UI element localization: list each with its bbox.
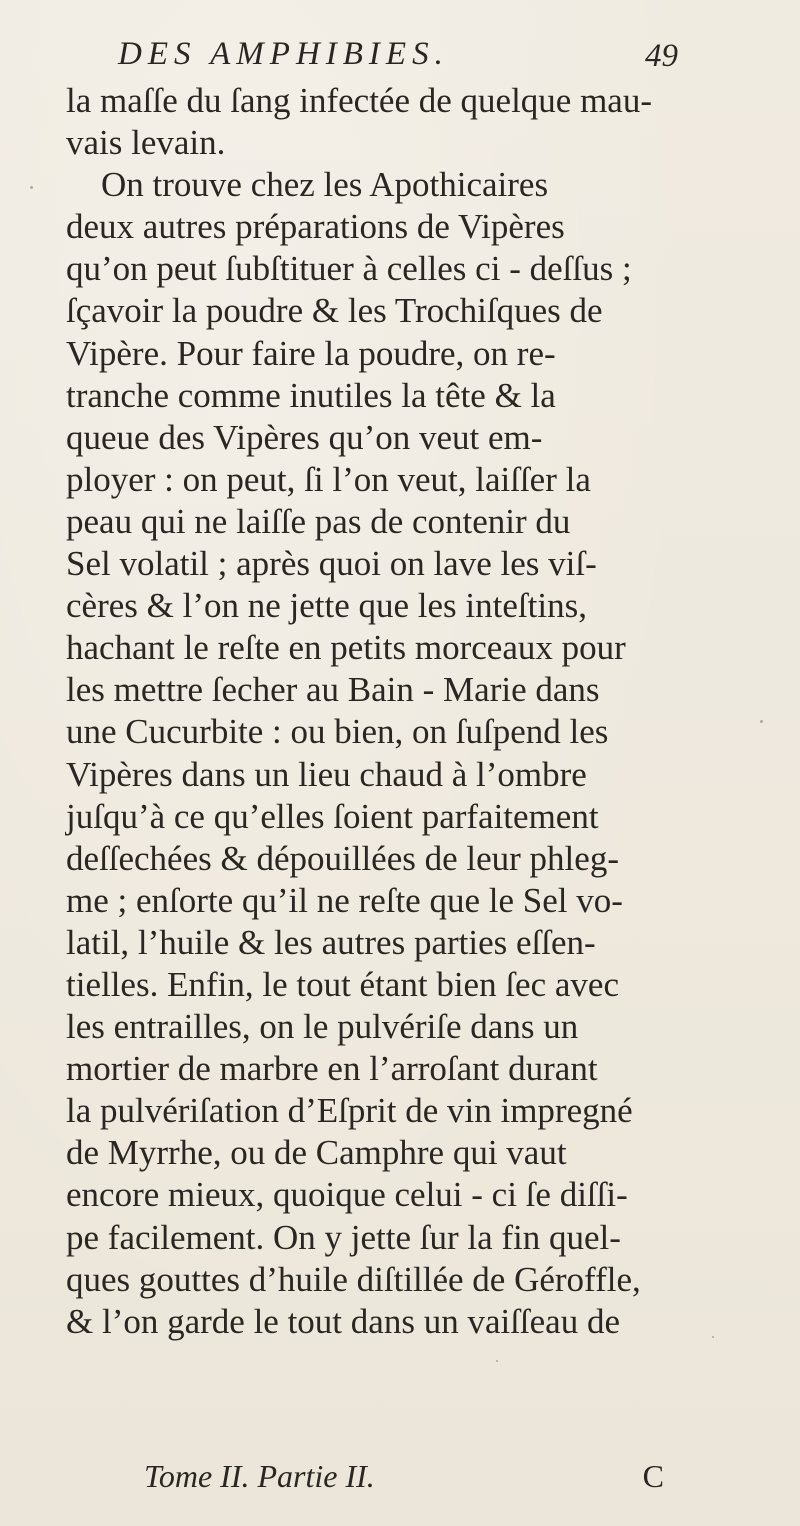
text-line: deux autres préparations de Vipères — [66, 207, 565, 247]
text-line: qu’on peut ſubſtituer à celles ci - deſſus ; — [66, 249, 632, 289]
text-line: de Myrrhe, ou de Camphre qui vaut — [66, 1133, 567, 1173]
signature-mark: C — [642, 1458, 664, 1494]
text-line: encore mieux, quoique celui - ci ſe diſſi- — [66, 1175, 628, 1215]
paper-speck — [30, 186, 33, 189]
text-line: les entrailles, on le pulvériſe dans un — [66, 1007, 579, 1047]
text-line: peau qui ne laiſſe pas de contenir du — [66, 501, 571, 541]
text-line: juſqu’à ce qu’elles ſoient parfaitement — [66, 796, 599, 836]
text-line: ſçavoir la poudre & les Trochiſques de — [66, 291, 603, 331]
body-text — [66, 80, 766, 1343]
text-line: tielles. Enfin, le tout étant bien ſec avec — [66, 964, 619, 1004]
text-line: mortier de marbre en l’arroſant durant — [66, 1049, 598, 1089]
page-footer — [144, 1458, 664, 1502]
text-line: tranche comme inutiles la tête & la — [66, 375, 556, 415]
text-line: Vipère. Pour faire la poudre, on re- — [66, 333, 556, 373]
running-title: DES AMPHIBIES. — [118, 36, 449, 72]
text-line: & l’on garde le tout dans un vaiſſeau de — [66, 1301, 621, 1341]
text-line: latil, l’huile & les autres parties eſſen- — [66, 922, 596, 962]
text-line: la pulvériſation d’Eſprit de vin impregné — [66, 1091, 633, 1131]
text-line: On trouve chez les Apothicaires — [66, 165, 549, 205]
text-line: ployer : on peut, ſi l’on veut, laiſſer la — [66, 459, 591, 499]
text-line: la maſſe du ſang infectée de quelque mau- — [66, 81, 652, 120]
text-line: cères & l’on ne jette que les inteſtins, — [66, 586, 587, 626]
paper-speck — [760, 720, 763, 723]
paper-speck — [496, 1360, 498, 1362]
text-line: une Cucurbite : ou bien, on ſuſpend les — [66, 712, 609, 752]
paper-speck — [712, 1336, 714, 1338]
page-header — [118, 36, 678, 86]
text-line: vais levain. — [66, 123, 226, 163]
volume-reference: Tome II. Partie II. — [144, 1458, 375, 1494]
text-line: deſſechées & dépouillées de leur phleg- — [66, 838, 619, 878]
text-line: pe facilement. On y jette ſur la fin quel- — [66, 1217, 621, 1257]
text-line: les mettre ſecher au Bain - Marie dans — [66, 670, 600, 710]
text-line: ques gouttes d’huile diſtillée de Géroffle, — [66, 1259, 641, 1299]
text-line: me ; enſorte qu’il ne reſte que le Sel vo- — [66, 880, 623, 920]
page-number: 49 — [645, 38, 678, 74]
text-line: queue des Vipères qu’on veut em- — [66, 417, 543, 457]
text-line: Sel volatil ; après quoi on lave les viſ- — [66, 544, 597, 584]
text-line: hachant le reſte en petits morceaux pour — [66, 628, 626, 668]
text-line: Vipères dans un lieu chaud à l’ombre — [66, 754, 587, 794]
